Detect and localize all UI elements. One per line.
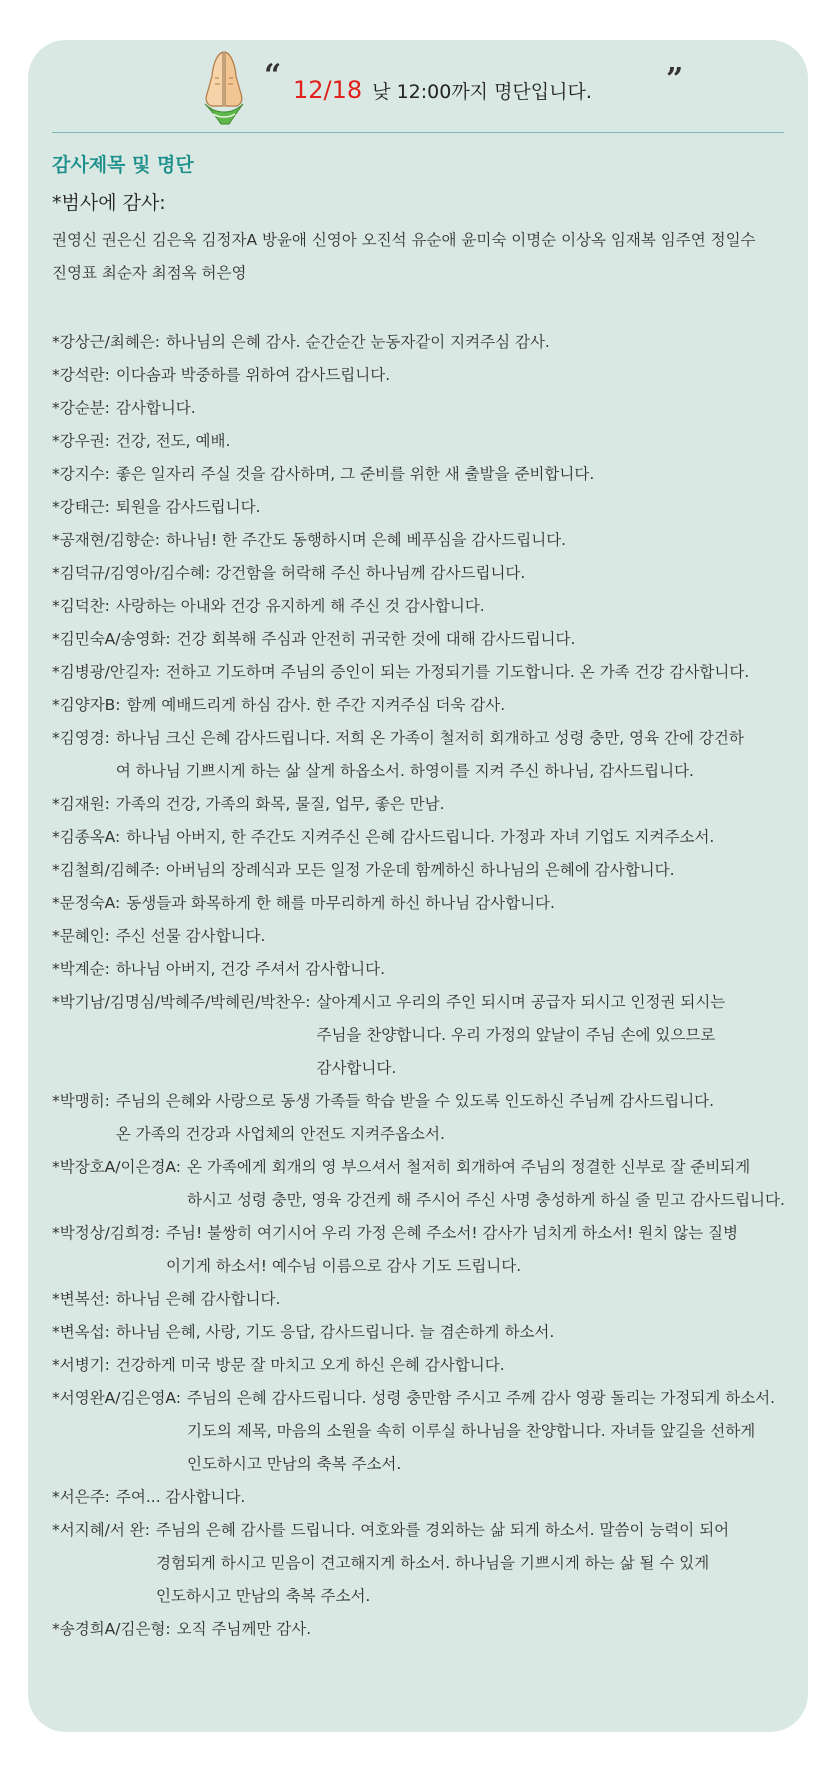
entry-line: 감사합니다. [115,399,196,417]
praying-hands-icon [193,48,255,126]
entry-line: 이다솜과 박중하를 위하여 감사드립니다. [115,366,391,384]
entry-line: 여 하나님 기쁘시게 하는 삶 살게 하옵소서. 하영이를 지켜 주신 하나님, 감사드립니다. [115,762,694,780]
header [28,40,808,136]
entry-names: *송경희A/김은형: [52,1620,171,1638]
entry-message [116,1316,790,1349]
list-item [52,590,790,623]
list-item [52,986,790,1085]
entry-names: *강지수: [52,465,110,483]
entry-line: 함께 예배드리게 하심 감사. 한 주간 지켜주심 더욱 감사. [126,696,506,714]
entry-message [116,392,790,425]
entry-names: *변복선: [52,1290,110,1308]
list-item [52,1085,790,1151]
list-item [52,458,790,491]
entry-line: 기도의 제목, 마음의 소원을 속히 이루실 하나님을 찬양합니다. 자녀들 앞길을 선하게 [186,1422,756,1440]
entry-message [127,689,790,722]
entry-line: 주님의 은혜 감사드립니다. 성령 충만함 주시고 주께 감사 영광 돌리는 가정되게 하소서. [186,1389,776,1407]
deadline-notice [293,76,592,104]
entry-message [166,854,790,887]
entry-message [177,623,790,656]
entry-message [116,1349,790,1382]
entry-line: 가족의 건강, 가족의 화목, 물질, 업무, 좋은 만남. [115,795,445,813]
entry-message [316,986,790,1085]
list-item [52,359,790,392]
list-item [52,788,790,821]
entry-names: *김민숙A/송영화: [52,630,171,648]
entry-names: *강석란: [52,366,110,384]
entry-names: *박장호A/이은경A: [52,1158,181,1176]
entry-line: 하나님의 은혜 감사. 순간순간 눈동자같이 지켜주심 감사. [166,333,550,351]
entry-message [126,887,790,920]
entry-line: 인도하시고 만남의 축복 주소서. [186,1455,402,1473]
list-item [52,1349,790,1382]
list-item [52,392,790,425]
entry-names: *서영완A/김은영A: [52,1389,181,1407]
entry-message [216,557,790,590]
entry-message [116,920,790,953]
list-item [52,953,790,986]
entry-line: 건강하게 미국 방문 잘 마치고 오게 하신 은혜 감사합니다. [115,1356,505,1374]
entry-names: *김종옥A: [52,828,121,846]
entry-names: *서병기: [52,1356,110,1374]
header-divider [52,132,784,133]
deadline-text: 낮 12:00까지 명단입니다. [372,81,592,103]
entry-line: 하나님 은혜 감사합니다. [115,1290,281,1308]
list-item [52,887,790,920]
list-item [52,656,790,689]
entry-line: 주님의 은혜와 사랑으로 동생 가족들 학습 받을 수 있도록 인도하신 주님께 감사드립니다. [115,1092,715,1110]
entry-line: 아버님의 장례식과 모든 일정 가운데 함께하신 하나님의 은혜에 감사합니다. [166,861,675,879]
entry-names: *김영경: [52,729,110,747]
entry-names: *문혜인: [52,927,110,945]
list-item [52,524,790,557]
list-item [52,326,790,359]
entry-line: 건강 회복해 주심과 안전히 귀국한 것에 대해 감사드립니다. [176,630,576,648]
entry-message [177,1613,790,1646]
open-quote: “ [264,58,282,93]
entry-line: 주님을 찬양합니다. 우리 가정의 앞날이 주님 손에 있으므로 [316,1026,716,1044]
entry-line: 경험되게 하시고 믿음이 견고해지게 하소서. 하나님을 기쁘시게 하는 삶 될 수 있게 [156,1554,710,1572]
entry-line: 동생들과 화목하게 한 해를 마무리하게 하신 하나님 감사합니다. [126,894,555,912]
entries-list [52,326,790,1646]
list-item [52,722,790,788]
list-item [52,1316,790,1349]
entry-names: *김철희/김혜주: [52,861,161,879]
list-item [52,1382,790,1481]
deadline-date: 12/18 [293,76,363,104]
list-item [52,1217,790,1283]
entry-line: 살아계시고 우리의 주인 되시며 공급자 되시고 인정권 되시는 [316,993,726,1011]
entry-names: *박맹히: [52,1092,110,1110]
entry-message [116,1481,790,1514]
entry-line: 하나님! 한 주간도 동행하시며 은혜 베푸심을 감사드립니다. [166,531,567,549]
entry-line: 하나님 아버지, 건강 주셔서 감사합니다. [115,960,386,978]
entry-names: *강태근: [52,498,110,516]
list-item [52,1613,790,1646]
entry-message [166,1217,790,1283]
entry-line: 감사합니다. [316,1059,397,1077]
entry-line: 강건함을 허락해 주신 하나님께 감사드립니다. [216,564,526,582]
entry-names: *강우권: [52,432,110,450]
prayer-list-card [28,40,808,1732]
entry-line: 온 가족에게 회개의 영 부으셔서 철저히 회개하여 주님의 정결한 신부로 잘 준비되게 [186,1158,751,1176]
entry-line: 전하고 기도하며 주님의 증인이 되는 가정되기를 기도합니다. 온 가족 건강 감사합니다. [166,663,750,681]
entry-line: 주님! 불쌍히 여기시어 우리 가정 은혜 주소서! 감사가 넘치게 하소서! 원치 않는 질병 [166,1224,738,1242]
entry-names: *서은주: [52,1488,110,1506]
entry-line: 하나님 은혜, 사랑, 기도 응답, 감사드립니다. 늘 겸손하게 하소서. [115,1323,555,1341]
entry-line: 인도하시고 만남의 축복 주소서. [156,1587,371,1605]
entry-names: *강순분: [52,399,110,417]
entry-line: 오직 주님께만 감사. [176,1620,312,1638]
entry-message [116,1085,790,1151]
entry-message [187,1382,790,1481]
entry-line: 하나님 크신 은혜 감사드립니다. 저희 온 가족이 철저히 회개하고 성령 충만, 영육 간에 강건하 [115,729,744,747]
entry-line: 이기게 하소서! 예수님 이름으로 감사 기도 드립니다. [166,1257,522,1275]
entry-line: 건강, 전도, 예배. [115,432,231,450]
list-item [52,557,790,590]
list-item [52,821,790,854]
list-item [52,1283,790,1316]
entry-line: 주님의 은혜 감사를 드립니다. 여호와를 경외하는 삶 되게 하소서. 말씀이 능력이 되어 [156,1521,730,1539]
entry-line: 주여... 감사합니다. [115,1488,246,1506]
entry-message [166,524,790,557]
entry-message [116,722,790,788]
entry-line: 온 가족의 건강과 사업체의 안전도 지켜주옵소서. [115,1125,445,1143]
entry-message [116,953,790,986]
close-quote: ” [666,62,684,97]
entry-names: *문정숙A: [52,894,121,912]
entry-names: *김덕찬: [52,597,110,615]
entry-names: *김병광/안길자: [52,663,161,681]
section-subtitle: *범사에 감사: [52,192,166,214]
entry-line: 사랑하는 아내와 건강 유지하게 해 주신 것 감사합니다. [115,597,485,615]
list-item [52,623,790,656]
section-title: 감사제목 및 명단 [52,154,194,176]
entry-line: 퇴원을 감사드립니다. [115,498,261,516]
list-item [52,425,790,458]
list-item [52,1481,790,1514]
entry-names: *김덕규/김영아/김수혜: [52,564,211,582]
entry-line: 하나님 아버지, 한 주간도 지켜주신 은혜 감사드립니다. 가정과 자녀 기업도 지켜주소서. [126,828,715,846]
list-item [52,920,790,953]
entry-line: 주신 선물 감사합니다. [115,927,266,945]
entry-names: *김재원: [52,795,110,813]
entry-names: *김양자B: [52,696,121,714]
entry-message [116,788,790,821]
entry-message [116,359,790,392]
entry-line: 하시고 성령 충만, 영육 강건케 해 주시어 주신 사명 충성하게 하실 줄 믿고 감사드립니다. [186,1191,785,1209]
entry-message [166,326,790,359]
entry-line: 좋은 일자리 주실 것을 감사하며, 그 준비를 위한 새 출발을 준비합니다. [115,465,595,483]
entry-names: *강상근/최혜은: [52,333,161,351]
entry-names: *박정상/김희경: [52,1224,161,1242]
entry-names: *변옥섭: [52,1323,110,1341]
entry-message [116,1283,790,1316]
entry-message [187,1151,790,1217]
entry-message [116,458,790,491]
list-item [52,854,790,887]
list-item [52,491,790,524]
names-list [52,224,792,290]
names-line: 진영표 최순자 최점옥 허은영 [52,264,247,282]
entry-message [126,821,790,854]
entry-names: *공재현/김향순: [52,531,161,549]
entry-names: *박기남/김명심/박혜주/박혜린/박찬우: [52,993,311,1011]
names-line: 권영신 권은신 김은옥 김정자A 방윤애 신영아 오진석 유순애 윤미숙 이명순 이상옥 임재복 임주연 정일수 [52,231,756,249]
list-item [52,689,790,722]
entry-message [156,1514,790,1613]
entry-message [116,491,790,524]
entry-message [116,590,790,623]
entry-message [116,425,790,458]
entry-names: *서지혜/서 완: [52,1521,150,1539]
list-item [52,1151,790,1217]
list-item [52,1514,790,1613]
entry-message [166,656,790,689]
entry-names: *박계순: [52,960,110,978]
